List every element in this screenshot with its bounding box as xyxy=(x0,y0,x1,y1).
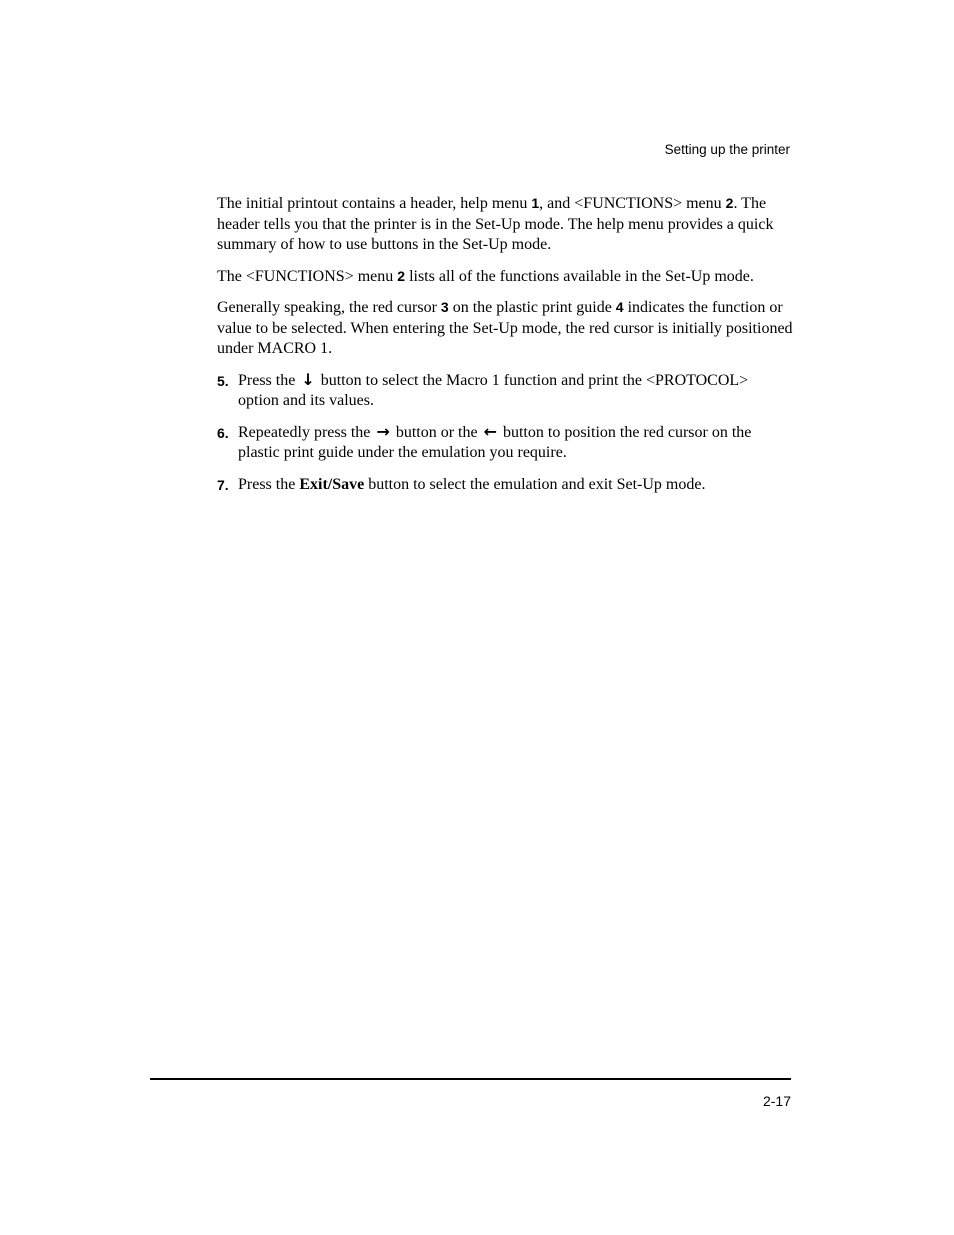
step-item xyxy=(217,423,793,464)
running-header: Setting up the printer xyxy=(664,142,790,157)
step-number: 7. xyxy=(217,476,229,493)
text: button to select the Macro 1 function and print the <PROTOCOL> option and its values. xyxy=(238,371,749,409)
right-arrow-icon: → xyxy=(376,421,390,441)
callout-number: 2 xyxy=(725,195,734,211)
text: Repeatedly press the xyxy=(238,423,375,441)
button-name: Exit/Save xyxy=(299,475,365,493)
step-list xyxy=(217,371,793,496)
step-item xyxy=(217,475,793,496)
text: . The header tells you that the printer is in the Set-Up mode. The help menu provides a quick summary of how to use buttons in the Set-Up mode. xyxy=(217,195,774,253)
step-item xyxy=(217,371,793,412)
functions-paragraph xyxy=(217,266,793,288)
text: Generally speaking, the red cursor xyxy=(217,299,441,316)
page-body xyxy=(217,193,793,506)
callout-number: 2 xyxy=(397,267,406,284)
text: , and <FUNCTIONS> menu xyxy=(539,195,726,212)
text: on the plastic print guide xyxy=(448,299,616,316)
down-arrow-icon: ↓ xyxy=(301,369,315,389)
text: button to select the emulation and exit Set-Up mode. xyxy=(364,475,706,493)
footer-rule xyxy=(150,1078,791,1080)
text: The <FUNCTIONS> menu xyxy=(217,267,398,285)
intro-paragraph xyxy=(217,193,793,256)
text: The initial printout contains a header, help menu xyxy=(217,195,532,212)
text: Press the xyxy=(238,475,300,493)
callout-number: 3 xyxy=(440,299,449,315)
left-arrow-icon: ← xyxy=(483,421,497,441)
text: Press the xyxy=(238,371,300,389)
text: indicates the function or value to be selected. When entering the Set-Up mode, the red cursor is initially positioned under MACRO 1. xyxy=(217,299,793,357)
step-number: 6. xyxy=(217,424,229,441)
text: button to position the red cursor on the plastic print guide under the emulation you require. xyxy=(238,423,752,461)
text: lists all of the functions available in the Set-Up mode. xyxy=(405,267,754,285)
page-number: 2-17 xyxy=(762,1093,791,1109)
step-number: 5. xyxy=(217,372,229,389)
callout-number: 4 xyxy=(615,299,624,315)
cursor-paragraph xyxy=(217,297,793,360)
text: button or the xyxy=(391,423,482,441)
callout-number: 1 xyxy=(531,195,540,211)
